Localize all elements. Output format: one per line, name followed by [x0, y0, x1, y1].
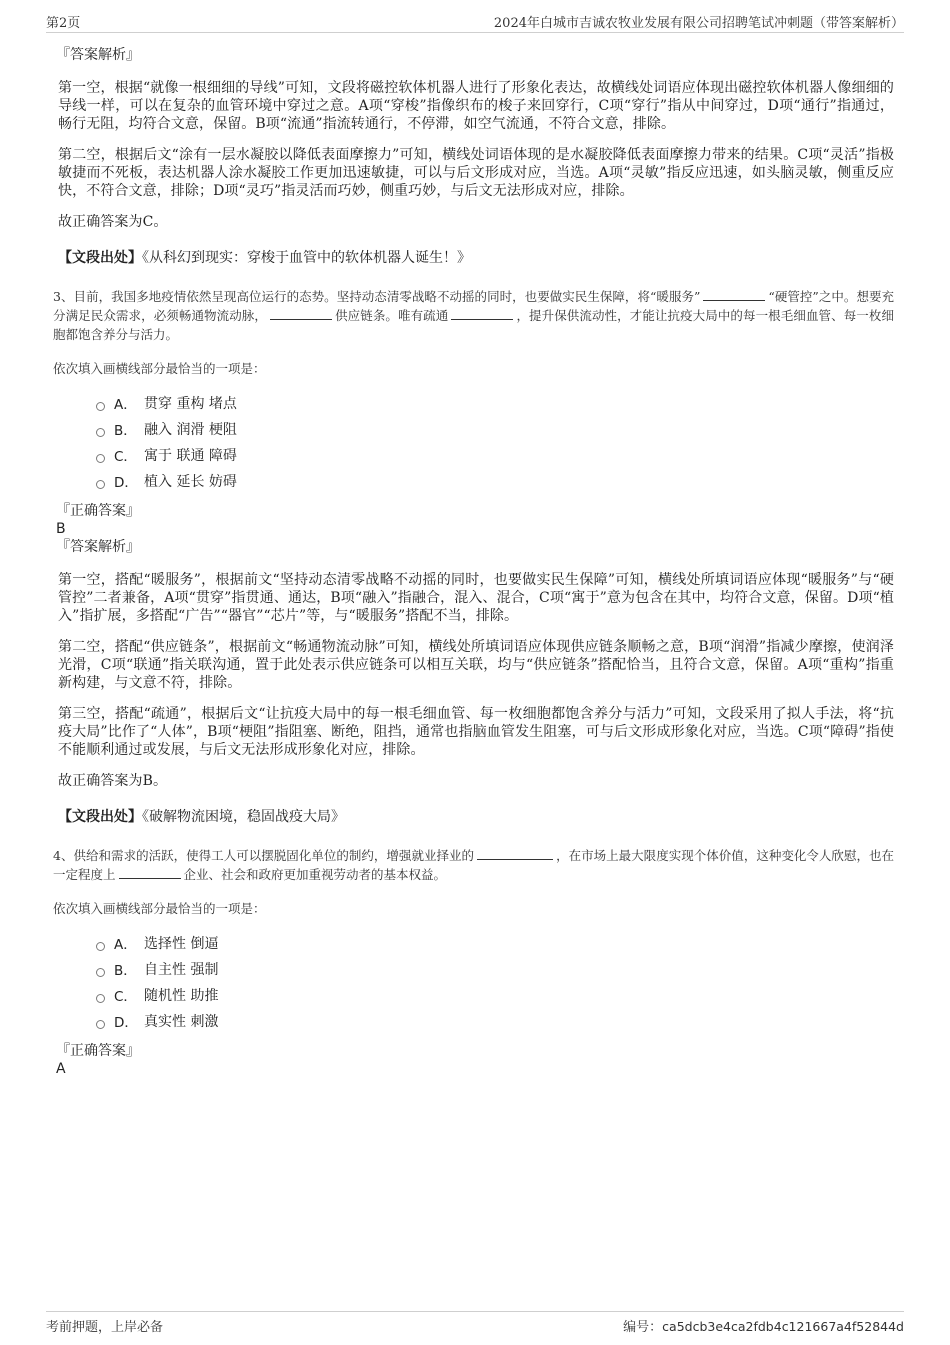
- radio-icon[interactable]: [96, 994, 105, 1003]
- question-number: 3、: [53, 289, 74, 304]
- radio-icon[interactable]: [96, 942, 105, 951]
- correct-answer-label: 『正确答案』: [56, 1043, 140, 1059]
- analysis-paragraph: 第一空，搭配“暖服务”，根据前文“坚持动态清零战略不动摇的同时，也要做实民生保障”可知，横线处所填词语应体现“暖服务”与“硬管控”二者兼备，A项“贯穿”指贯通、通达，B项“融入”指融合，混入、混合，C项“寓于”意为包含在其中，均符合文意，保留。D项“植入”指扩展，多搭配“广告”“器官”“芯片”等，与“暖服务”搭配不当，排除。: [58, 572, 894, 624]
- conclusion: 故正确答案为C。: [58, 214, 168, 230]
- radio-icon[interactable]: [96, 968, 105, 977]
- radio-icon[interactable]: [96, 428, 105, 437]
- footer-slogan: 考前押题，上岸必备: [46, 1319, 164, 1335]
- question-3: [53, 287, 894, 344]
- correct-answer: A: [56, 1061, 66, 1077]
- radio-icon[interactable]: [96, 454, 105, 463]
- option-a[interactable]: A． 贯穿 重构 堵点: [96, 390, 894, 416]
- question-text: 企业、社会和政府更加重视劳动者的基本权益。: [183, 867, 447, 882]
- source-label: 【文段出处】: [58, 809, 142, 825]
- radio-icon[interactable]: [96, 480, 105, 489]
- page-footer: [46, 1311, 904, 1338]
- option-c[interactable]: C． 随机性 助推: [96, 982, 894, 1008]
- page-content: [53, 46, 895, 1078]
- question-text: ，提升保供流动性，才能让抗疫大局中的每一根毛细血管、每一枚细胞都饱含养分与活力。: [53, 308, 894, 342]
- page-header: [46, 12, 904, 33]
- question-text: 供应链条。唯有疏通: [334, 308, 449, 323]
- analysis-label: 『答案解析』: [56, 47, 140, 63]
- blank-2: [119, 866, 181, 879]
- option-c[interactable]: C． 寓于 联通 障碍: [96, 442, 894, 468]
- source-line: [56, 249, 894, 267]
- question-text: 供给和需求的活跃，使得工人可以摆脱固化单位的制约，增强就业择业的: [73, 848, 475, 863]
- analysis-paragraph: 第一空，根据“就像一根细细的导线”可知，文段将磁控软体机器人进行了形象化表达，故横线处词语应体现出磁控软体机器人像细细的导线一样，可以在复杂的血管环境中穿过之意。A项“穿梭”指像织布的梭子来回穿行，C项“穿行”指从中间穿过，D项“通行”指通过，畅行无阻，均符合文意，保留。B项“流通”指流转通行，不停滞，如空气流通，不符合文意，排除。: [58, 80, 894, 132]
- document-title: 2024年白城市吉诚农牧业发展有限公司招聘笔试冲刺题（带答案解析）: [493, 16, 904, 31]
- question-prompt: 依次填入画横线部分最恰当的一项是：: [53, 361, 266, 376]
- analysis-paragraph: 第二空，根据后文“涂有一层水凝胶以降低表面摩擦力”可知，横线处词语体现的是水凝胶降低表面摩擦力带来的结果。C项“灵活”指极敏捷而不死板，表达机器人涂水凝胶工作更加迅速敏捷，可以与后文形成对应，当选。A项“灵敏”指反应迅速，如头脑灵敏，侧重反应快，不符合文意，排除；D项“灵巧”指灵活而巧妙，侧重巧妙，与后文无法形成对应，排除。: [58, 147, 894, 199]
- blank-2: [270, 307, 332, 320]
- question-text: “硬管控”之中。想要充分满足民众需求，必须畅通物流动脉，: [53, 289, 895, 323]
- option-d[interactable]: D． 植入 延长 妨碍: [96, 468, 894, 494]
- option-b[interactable]: B． 融入 润滑 梗阻: [96, 416, 894, 442]
- option-b[interactable]: B． 自主性 强制: [96, 956, 894, 982]
- conclusion: 故正确答案为B。: [58, 773, 168, 789]
- correct-answer: B: [56, 521, 66, 537]
- blank-1: [477, 847, 553, 860]
- source-label: 【文段出处】: [58, 250, 142, 266]
- question-text: ，在市场上最大限度实现个体价值，这种变化令人欣慰，也在一定程度上: [53, 848, 894, 882]
- options-list: [56, 930, 894, 1034]
- correct-answer-label: 『正确答案』: [56, 503, 140, 519]
- radio-icon[interactable]: [96, 1020, 105, 1029]
- question-prompt: 依次填入画横线部分最恰当的一项是：: [53, 901, 266, 916]
- options-list: [56, 390, 894, 494]
- blank-3: [451, 307, 513, 320]
- source-title: 《破解物流困境，稳固战疫大局》: [142, 809, 345, 825]
- analysis-paragraph: 第二空，搭配“供应链条”，根据前文“畅通物流动脉”可知，横线处所填词语应体现供应链条顺畅之意，B项“润滑”指减少摩擦，使润泽光滑，C项“联通”指关联沟通，置于此处表示供应链条可以相互关联，均与“供应链条”搭配恰当，且符合文意，保留。A项“重构”指重新构建，与文意不符，排除。: [58, 639, 894, 691]
- option-d[interactable]: D． 真实性 刺激: [96, 1008, 894, 1034]
- page-number: 第2页: [46, 16, 81, 31]
- source-title: 《从科幻到现实：穿梭于血管中的软体机器人诞生！》: [142, 250, 471, 266]
- blank-1: [703, 288, 765, 301]
- question-4: [53, 846, 894, 884]
- question-text: 目前，我国多地疫情依然呈现高位运行的态势。坚持动态清零战略不动摇的同时，也要做实民生保障，将“暖服务”: [73, 289, 701, 304]
- option-a[interactable]: A． 选择性 倒逼: [96, 930, 894, 956]
- radio-icon[interactable]: [96, 402, 105, 411]
- analysis-label: 『答案解析』: [56, 539, 140, 555]
- source-line: [56, 808, 894, 826]
- document-code: 编号：ca5dcb3e4ca2fdb4c121667a4f52844d: [623, 1318, 904, 1335]
- analysis-paragraph: 第三空，搭配“疏通”，根据后文“让抗疫大局中的每一根毛细血管、每一枚细胞都饱含养分与活力”可知，文段采用了拟人手法，将“抗疫大局”比作了“人体”，B项“梗阻”指阻塞、断绝，阻挡，通常也指脑血管发生阻塞，可与后文形成形象化对应，当选。C项“障碍”指使不能顺利通过或发展，与后文无法形成形象化对应，排除。: [58, 706, 894, 758]
- question-number: 4、: [53, 848, 74, 863]
